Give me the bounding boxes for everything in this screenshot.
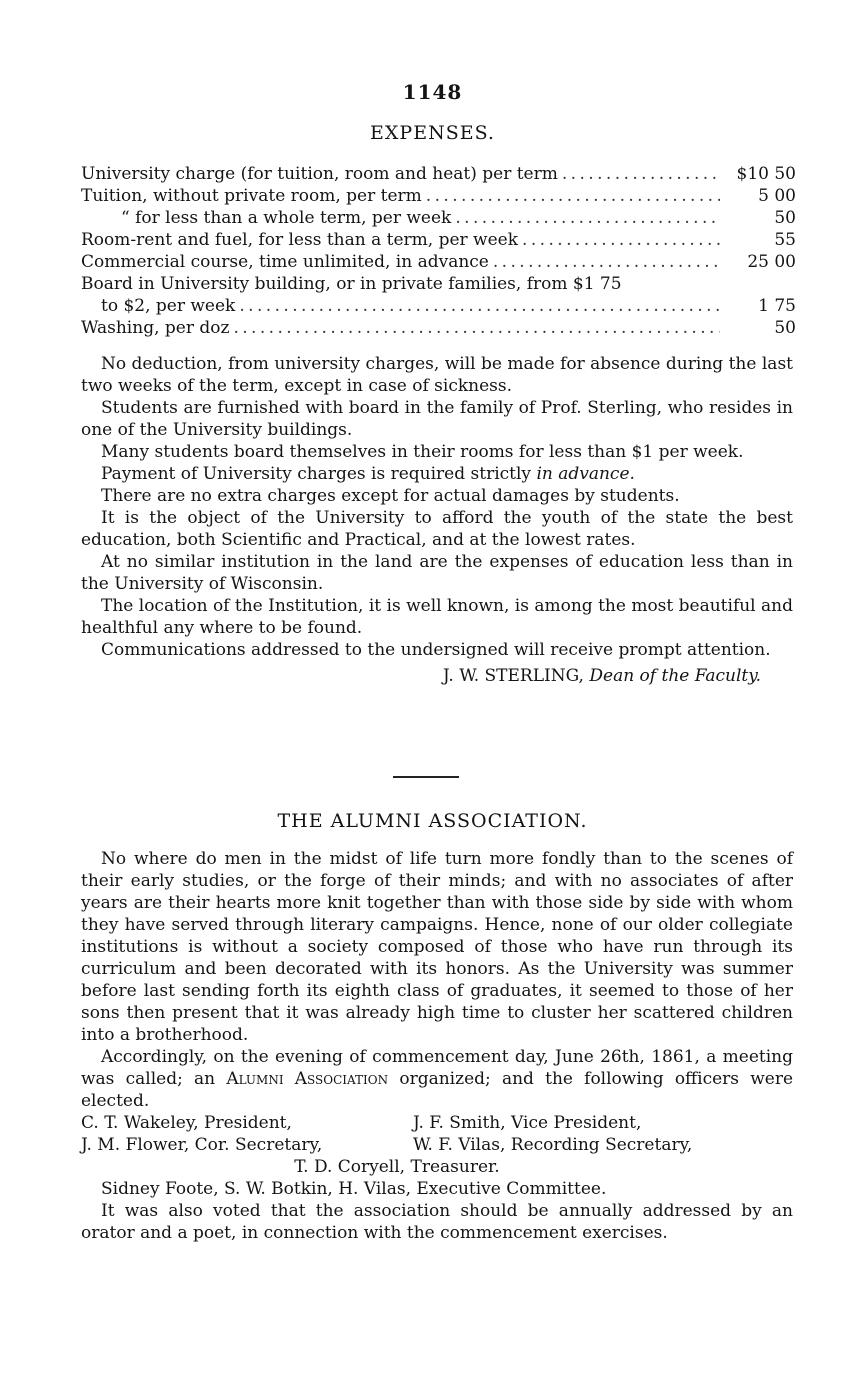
officer-row (81, 1156, 793, 1178)
alumni-heading: THE ALUMNI ASSOCIATION. (277, 810, 588, 832)
expenses-heading: EXPENSES. (370, 122, 495, 144)
expense-row (81, 229, 796, 251)
signature-title: Dean of the Faculty. (589, 666, 761, 686)
officer-row (81, 1134, 793, 1156)
signature (81, 665, 793, 687)
expense-amount: 25 00 (747, 252, 796, 272)
signature-name: J. W. STERLING, (442, 666, 584, 686)
dot-leader (455, 207, 720, 229)
expense-label: Board in University building, or in private families, from $1 75 (81, 274, 622, 294)
expense-row (81, 163, 796, 185)
expense-row (81, 207, 796, 229)
paragraph: Many students board themselves in their rooms for less than $1 per week. (101, 442, 744, 462)
expense-row (81, 251, 796, 273)
paragraph: Communications addressed to the undersigned will receive prompt attention. (101, 640, 771, 660)
expense-amount: 1 75 (758, 296, 796, 316)
payment-emphasis: in advance. (536, 464, 635, 484)
paragraph: No where do men in the midst of life turn more fondly than to the scenes of their early studies, or the forge of their minds; and with no associates of after years are their hearts more knit together than with those side by side with whom they have served through literary campaigns. Hence, none of our older collegiate institutions is without a society composed of those who have run through its curriculum and been decorated with its honors. As the University was summer before last sending forth its eighth class of graduates, it seemed to those of her sons then present that it was already high time to cluster her scattered children into a brotherhood. (81, 849, 793, 1045)
expense-label: Washing, per doz (81, 318, 230, 338)
paragraph: No deduction, from university charges, will be made for absence during the last two weeks of the term, except in case of sickness. (81, 354, 793, 396)
paragraph: There are no extra charges except for actual damages by students. (101, 486, 680, 506)
officer: W. F. Vilas, Recording Secretary, (413, 1135, 693, 1155)
officers-list (81, 1112, 793, 1178)
officer: J. M. Flower, Cor. Secretary, (81, 1135, 323, 1155)
expense-row (81, 295, 796, 317)
paragraph: At no similar institution in the land are the expenses of education less than in the University of Wisconsin. (81, 552, 793, 594)
association-name: Alumni Association (226, 1069, 389, 1089)
expense-label: Room-rent and fuel, for less than a term, per week (81, 230, 519, 250)
paragraph: It is the object of the University to afford the youth of the state the best education, both Scientific and Practical, and at the lowest rates. (81, 508, 793, 550)
dot-leader (522, 229, 720, 251)
meeting-text-after: organized; and the following officers were elected. (81, 1069, 794, 1111)
expenses-notes (81, 353, 793, 687)
dot-leader (562, 163, 720, 185)
expense-list (81, 163, 796, 339)
paragraph (81, 1046, 793, 1112)
meeting-text-before: Accordingly, on the evening of commencement day, June 26th, 1861, a meeting was called; an (81, 1047, 793, 1089)
section-divider (393, 776, 459, 778)
paragraph: Students are furnished with board in the family of Prof. Sterling, who resides in one of the University buildings. (81, 398, 793, 440)
dot-leader (426, 185, 720, 207)
expense-row (81, 317, 796, 339)
officer: C. T. Wakeley, President, (81, 1113, 292, 1133)
paragraph: Sidney Foote, S. W. Botkin, H. Vilas, Executive Committee. (101, 1179, 607, 1199)
alumni-body (81, 848, 793, 1244)
expense-label: “ for less than a whole term, per week (121, 208, 452, 228)
expense-amount: 5 00 (758, 186, 796, 206)
expense-label: Tuition, without private room, per term (81, 186, 422, 206)
paragraph (81, 463, 793, 485)
expense-row (81, 185, 796, 207)
expense-amount: $10 50 (736, 164, 796, 184)
expense-label: University charge (for tuition, room and heat) per term (81, 164, 558, 184)
expense-row (81, 273, 796, 295)
dot-leader (239, 295, 720, 317)
expense-amount: 50 (774, 318, 796, 338)
page-number: 1148 (402, 80, 463, 104)
dot-leader (233, 317, 720, 339)
expense-label: Commercial course, time unlimited, in advance (81, 252, 489, 272)
expense-label: to $2, per week (101, 296, 236, 316)
dot-leader (493, 251, 720, 273)
payment-text: Payment of University charges is required strictly (101, 464, 532, 484)
expense-amount: 55 (774, 230, 796, 250)
officer-row (81, 1112, 793, 1134)
paragraph: The location of the Institution, it is well known, is among the most beautiful and healthful any where to be found. (81, 596, 793, 638)
paragraph: It was also voted that the association should be annually addressed by an orator and a poet, in connection with the commencement exercises. (81, 1201, 793, 1243)
officer: T. D. Coryell, Treasurer. (294, 1157, 500, 1177)
expense-amount: 50 (774, 208, 796, 228)
officer: J. F. Smith, Vice President, (413, 1113, 642, 1133)
